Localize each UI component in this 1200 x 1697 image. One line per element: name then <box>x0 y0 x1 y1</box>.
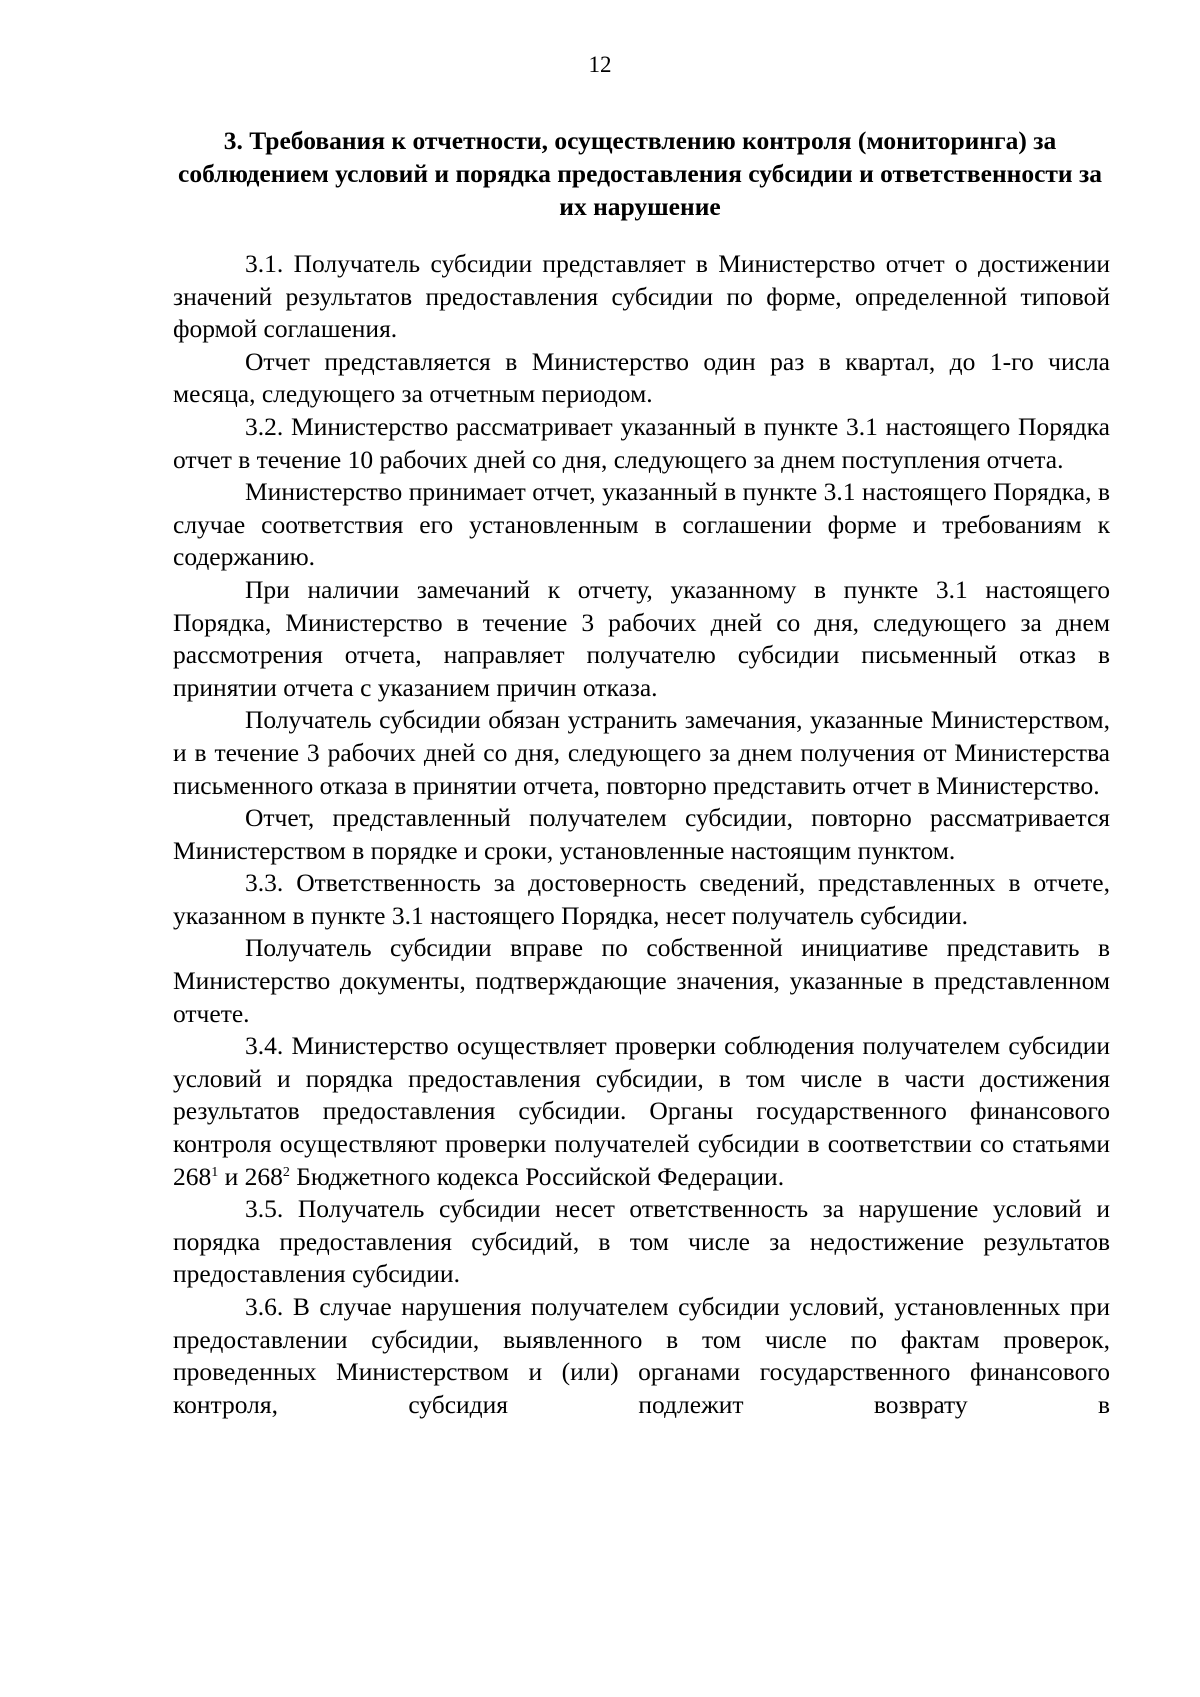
paragraph-3-1-report-frequency: Отчет представляется в Министерство один раз в квартал, до 1-го числа месяца, следующего за отчетным периодом. <box>173 346 1110 409</box>
section-body <box>173 248 1110 1421</box>
section-heading: 3. Требования к отчетности, осуществлению контроля (мониторинга) за соблюдением условий и порядка предоставления субсидии и ответственности за их нарушение <box>178 126 1102 221</box>
superscript-1: 1 <box>211 1164 219 1180</box>
page-number: 12 <box>588 52 612 77</box>
paragraph-3-2-remarks: При наличии замечаний к отчету, указанному в пункте 3.1 настоящего Порядка, Министерство в течение 3 рабочих дней со дня, следующего за днем рассмотрения отчета, направляет получателю субсидии письменный отказ в принятии отчета с указанием причин отказа. <box>173 574 1110 702</box>
paragraph-3-3: 3.3. Ответственность за достоверность сведений, представленных в отчете, указанном в пункте 3.1 настоящего Порядка, несет получатель субсидии. <box>173 868 1110 930</box>
paragraph-3-4-text-c: Бюджетного кодекса Российской Федерации. <box>289 1161 785 1191</box>
paragraph-3-3-documents: Получатель субсидии вправе по собственной инициативе представить в Министерство документы, подтверждающие значения, указанные в представленном отчете. <box>173 933 1110 1028</box>
superscript-2: 2 <box>282 1164 290 1180</box>
paragraph-3-5: 3.5. Получатель субсидии несет ответственность за нарушение условий и порядка предоставления субсидий, в том числе за недостижение результатов предоставления субсидии. <box>173 1194 1110 1289</box>
paragraph-3-2-resubmission: Получатель субсидии обязан устранить замечания, указанные Министерством, и в течение 3 рабочих дней со дня, следующего за днем получения от Министерства письменного отказа в принятии отчета, повторно представить отчет в Министерство. <box>173 705 1110 800</box>
paragraph-3-6: 3.6. В случае нарушения получателем субсидии условий, установленных при предоставлении субсидии, выявленного в том числе по фактам проверок, проведенных Министерством и (или) органами государственного финансового контроля, субсидия подлежит возврату в <box>173 1292 1110 1419</box>
paragraph-3-4-text-b: и 268 <box>218 1161 283 1191</box>
paragraph-3-2: 3.2. Министерство рассматривает указанный в пункте 3.1 настоящего Порядка отчет в течение 10 рабочих дней со дня, следующего за днем поступления отчета. <box>173 411 1110 474</box>
paragraph-3-4-text-a: 3.4. Министерство осуществляет проверки соблюдения получателем субсидии условий и порядка предоставления субсидии, в том числе в части достижения результатов предоставления субсидии. Органы государственного финансового контроля осуществляют проверки получателей субсидии в соответствии со статьями 268 <box>173 1031 1110 1191</box>
paragraph-3-2-acceptance: Министерство принимает отчет, указанный в пункте 3.1 настоящего Порядка, в случае соответствия его установленным в соглашении форме и требованиям к содержанию. <box>173 477 1110 572</box>
paragraph-3-4 <box>173 1030 1110 1193</box>
paragraph-3-2-review: Отчет, представленный получателем субсидии, повторно рассматривается Министерством в порядке и сроки, установленные настоящим пунктом. <box>173 803 1110 865</box>
paragraph-3-1: 3.1. Получатель субсидии представляет в Министерство отчет о достижении значений результатов предоставления субсидии по форме, определенной типовой формой соглашения. <box>173 249 1110 344</box>
